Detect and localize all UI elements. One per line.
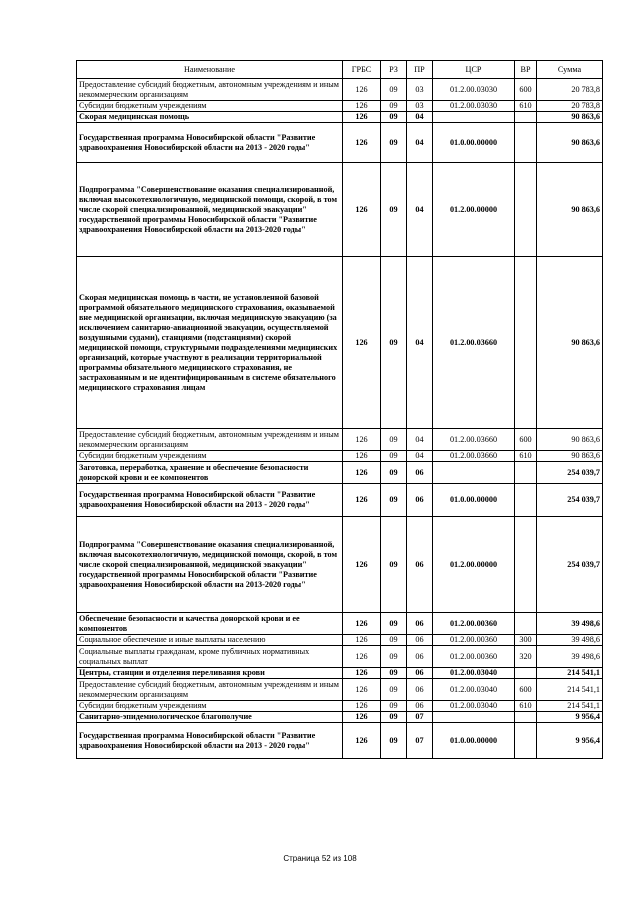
table-row — [77, 112, 603, 123]
table-row — [77, 429, 603, 451]
table-header-row — [77, 61, 603, 79]
cell-sum: 90 863,6 — [537, 451, 603, 462]
cell-name: Обеспечение безопасности и качества донорской крови и ее компонентов — [77, 613, 343, 635]
cell-grbs: 126 — [343, 257, 381, 429]
cell-sum: 90 863,6 — [537, 257, 603, 429]
cell-sum: 254 039,7 — [537, 517, 603, 613]
cell-rz: 09 — [381, 79, 407, 101]
cell-grbs: 126 — [343, 646, 381, 668]
cell-csr: 01.2.00.03660 — [433, 257, 515, 429]
cell-rz: 09 — [381, 635, 407, 646]
cell-grbs: 126 — [343, 123, 381, 163]
table-row — [77, 257, 603, 429]
cell-pr: 04 — [407, 451, 433, 462]
cell-vr: 610 — [515, 101, 537, 112]
cell-grbs: 126 — [343, 484, 381, 517]
cell-pr: 04 — [407, 123, 433, 163]
cell-name: Субсидии бюджетным учреждениям — [77, 701, 343, 712]
cell-grbs: 126 — [343, 462, 381, 484]
cell-vr: 610 — [515, 451, 537, 462]
cell-pr: 06 — [407, 462, 433, 484]
cell-csr: 01.0.00.00000 — [433, 723, 515, 759]
cell-pr: 07 — [407, 723, 433, 759]
cell-vr: 600 — [515, 429, 537, 451]
cell-grbs: 126 — [343, 635, 381, 646]
cell-grbs: 126 — [343, 101, 381, 112]
cell-csr — [433, 112, 515, 123]
cell-csr: 01.2.00.03030 — [433, 79, 515, 101]
cell-csr: 01.2.00.00360 — [433, 635, 515, 646]
cell-name: Санитарно-эпидемиологическое благополучие — [77, 712, 343, 723]
cell-sum: 254 039,7 — [537, 462, 603, 484]
table-row — [77, 723, 603, 759]
table-row — [77, 712, 603, 723]
cell-rz: 09 — [381, 723, 407, 759]
cell-rz: 09 — [381, 646, 407, 668]
cell-csr: 01.0.00.00000 — [433, 484, 515, 517]
cell-grbs: 126 — [343, 701, 381, 712]
cell-pr: 06 — [407, 484, 433, 517]
cell-sum: 90 863,6 — [537, 429, 603, 451]
table-row — [77, 484, 603, 517]
cell-rz: 09 — [381, 517, 407, 613]
cell-csr — [433, 712, 515, 723]
cell-csr: 01.2.00.00000 — [433, 163, 515, 257]
cell-sum: 39 498,6 — [537, 613, 603, 635]
header-vr: ВР — [515, 61, 537, 79]
cell-csr: 01.2.00.03040 — [433, 668, 515, 679]
cell-name: Субсидии бюджетным учреждениям — [77, 451, 343, 462]
cell-sum: 214 541,1 — [537, 701, 603, 712]
cell-rz: 09 — [381, 451, 407, 462]
header-sum: Сумма — [537, 61, 603, 79]
header-csr: ЦСР — [433, 61, 515, 79]
cell-vr — [515, 163, 537, 257]
cell-vr — [515, 712, 537, 723]
header-pr: ПР — [407, 61, 433, 79]
cell-pr: 03 — [407, 79, 433, 101]
cell-vr — [515, 484, 537, 517]
cell-name: Социальные выплаты гражданам, кроме публичных нормативных социальных выплат — [77, 646, 343, 668]
cell-rz: 09 — [381, 112, 407, 123]
table-row — [77, 163, 603, 257]
cell-name: Предоставление субсидий бюджетным, автономным учреждениям и иным некоммерческим организациям — [77, 429, 343, 451]
cell-name: Предоставление субсидий бюджетным, автономным учреждениям и иным некоммерческим организациям — [77, 679, 343, 701]
cell-pr: 06 — [407, 635, 433, 646]
cell-csr: 01.0.00.00000 — [433, 123, 515, 163]
cell-vr — [515, 613, 537, 635]
cell-vr — [515, 517, 537, 613]
header-rz: РЗ — [381, 61, 407, 79]
cell-csr: 01.2.00.00000 — [433, 517, 515, 613]
cell-name: Скорая медицинская помощь в части, не установленной базовой программой обязательного медицинского страхования, оказываемой вне медицинской организации, включая медицинскую эвакуацию (за исключением санитарно-авиационной эвакуации, осуществляемой воздушными судами), станциями (подстанциями) скорой медицинской помощи, структурными подразделениями медицинских организаций, которые участвуют в реализации территориальной программы обязательного медицинского страхования, не застрахованным и не идентифицированным в системе обязательного медицинского страхования лицам — [77, 257, 343, 429]
cell-rz: 09 — [381, 613, 407, 635]
cell-grbs: 126 — [343, 112, 381, 123]
table-row — [77, 101, 603, 112]
cell-sum: 254 039,7 — [537, 484, 603, 517]
cell-pr: 04 — [407, 112, 433, 123]
cell-grbs: 126 — [343, 613, 381, 635]
cell-vr: 320 — [515, 646, 537, 668]
cell-pr: 03 — [407, 101, 433, 112]
page-number: Страница 52 из 108 — [283, 854, 357, 863]
table-row — [77, 635, 603, 646]
cell-csr: 01.2.00.03030 — [433, 101, 515, 112]
cell-name: Заготовка, переработка, хранение и обеспечение безопасности донорской крови и ее компонентов — [77, 462, 343, 484]
cell-name: Центры, станции и отделения переливания крови — [77, 668, 343, 679]
cell-vr — [515, 112, 537, 123]
cell-name: Предоставление субсидий бюджетным, автономным учреждениям и иным некоммерческим организациям — [77, 79, 343, 101]
cell-grbs: 126 — [343, 723, 381, 759]
cell-name: Государственная программа Новосибирской области "Развитие здравоохранения Новосибирской области на 2013 - 2020 годы" — [77, 484, 343, 517]
cell-rz: 09 — [381, 484, 407, 517]
table-row — [77, 79, 603, 101]
table-row — [77, 517, 603, 613]
cell-vr: 610 — [515, 701, 537, 712]
cell-name: Скорая медицинская помощь — [77, 112, 343, 123]
cell-grbs: 126 — [343, 679, 381, 701]
table-row — [77, 613, 603, 635]
table-row — [77, 462, 603, 484]
cell-csr — [433, 462, 515, 484]
cell-sum: 90 863,6 — [537, 112, 603, 123]
cell-rz: 09 — [381, 163, 407, 257]
cell-vr — [515, 668, 537, 679]
cell-csr: 01.2.00.03040 — [433, 679, 515, 701]
cell-sum: 90 863,6 — [537, 123, 603, 163]
cell-vr — [515, 123, 537, 163]
cell-rz: 09 — [381, 429, 407, 451]
cell-rz: 09 — [381, 668, 407, 679]
cell-rz: 09 — [381, 712, 407, 723]
cell-vr: 600 — [515, 79, 537, 101]
cell-sum: 9 956,4 — [537, 712, 603, 723]
table-row — [77, 646, 603, 668]
header-grbs: ГРБС — [343, 61, 381, 79]
cell-rz: 09 — [381, 257, 407, 429]
cell-pr: 07 — [407, 712, 433, 723]
budget-table — [76, 60, 603, 759]
cell-rz: 09 — [381, 701, 407, 712]
cell-sum: 39 498,6 — [537, 646, 603, 668]
cell-rz: 09 — [381, 462, 407, 484]
cell-sum: 90 863,6 — [537, 163, 603, 257]
cell-grbs: 126 — [343, 517, 381, 613]
table-row — [77, 123, 603, 163]
cell-pr: 06 — [407, 613, 433, 635]
table-row — [77, 668, 603, 679]
cell-name: Субсидии бюджетным учреждениям — [77, 101, 343, 112]
cell-name: Социальное обеспечение и иные выплаты населению — [77, 635, 343, 646]
cell-grbs: 126 — [343, 668, 381, 679]
cell-pr: 06 — [407, 668, 433, 679]
cell-grbs: 126 — [343, 712, 381, 723]
cell-csr: 01.2.00.03660 — [433, 451, 515, 462]
cell-grbs: 126 — [343, 79, 381, 101]
table-row — [77, 451, 603, 462]
cell-rz: 09 — [381, 123, 407, 163]
cell-csr: 01.2.00.00360 — [433, 646, 515, 668]
cell-vr: 600 — [515, 679, 537, 701]
cell-pr: 04 — [407, 163, 433, 257]
cell-pr: 04 — [407, 257, 433, 429]
cell-csr: 01.2.00.03040 — [433, 701, 515, 712]
cell-vr — [515, 257, 537, 429]
cell-pr: 06 — [407, 679, 433, 701]
cell-sum: 214 541,1 — [537, 679, 603, 701]
cell-csr: 01.2.00.00360 — [433, 613, 515, 635]
table-row — [77, 701, 603, 712]
cell-rz: 09 — [381, 101, 407, 112]
cell-name: Государственная программа Новосибирской области "Развитие здравоохранения Новосибирской области на 2013 - 2020 годы" — [77, 723, 343, 759]
cell-name: Подпрограмма "Совершенствование оказания специализированной, включая высокотехнологичную, медицинской помощи, скорой, в том числе скорой специализированной, медицинской эвакуации" государственной программы Новосибирской области "Развитие здравоохранения Новосибирской области на 2013-2020 годы" — [77, 517, 343, 613]
cell-grbs: 126 — [343, 451, 381, 462]
cell-sum: 214 541,1 — [537, 668, 603, 679]
header-name: Наименование — [77, 61, 343, 79]
cell-vr — [515, 462, 537, 484]
cell-name: Подпрограмма "Совершенствование оказания специализированной, включая высокотехнологичную, медицинской помощи, скорой, в том числе скорой специализированной, медицинской эвакуации" государственной программы Новосибирской области "Развитие здравоохранения Новосибирской области на 2013-2020 годы" — [77, 163, 343, 257]
cell-sum: 20 783,8 — [537, 79, 603, 101]
cell-vr — [515, 723, 537, 759]
cell-grbs: 126 — [343, 163, 381, 257]
cell-sum: 9 956,4 — [537, 723, 603, 759]
cell-pr: 04 — [407, 429, 433, 451]
cell-grbs: 126 — [343, 429, 381, 451]
cell-rz: 09 — [381, 679, 407, 701]
table-row — [77, 679, 603, 701]
cell-vr: 300 — [515, 635, 537, 646]
cell-sum: 39 498,6 — [537, 635, 603, 646]
cell-pr: 06 — [407, 701, 433, 712]
cell-name: Государственная программа Новосибирской области "Развитие здравоохранения Новосибирской области на 2013 - 2020 годы" — [77, 123, 343, 163]
cell-pr: 06 — [407, 517, 433, 613]
cell-pr: 06 — [407, 646, 433, 668]
cell-sum: 20 783,8 — [537, 101, 603, 112]
cell-csr: 01.2.00.03660 — [433, 429, 515, 451]
